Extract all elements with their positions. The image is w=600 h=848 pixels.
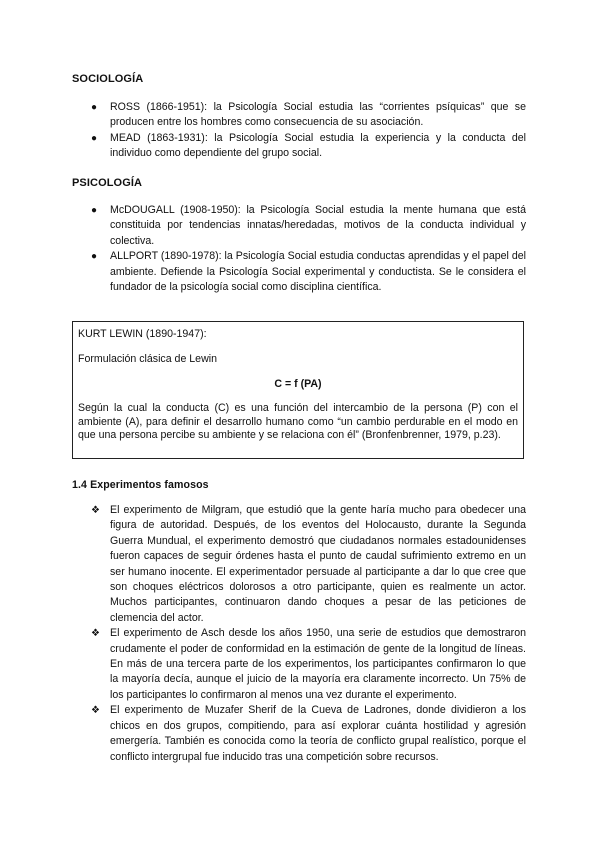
list-item-text: McDOUGALL (1908-1950): la Psicología Social estudia la mente humana que está constituida por tendencias innatas/heredadas, motivos de la conducta individual y colectiva.	[110, 204, 526, 247]
list-item	[91, 203, 526, 249]
list-item-text: ALLPORT (1890-1978): la Psicología Social estudia conductas aprendidas y el papel del ambiente. Defiende la Psicología Social experimental y conductista. Se le considera el fundador de la psicología social como disciplina científica.	[110, 250, 526, 294]
diamond-bullet-icon: ❖	[91, 505, 100, 516]
list-item	[91, 131, 526, 162]
list-item	[91, 626, 526, 703]
bullet-icon: ●	[91, 251, 98, 263]
list-item-text: El experimento de Asch desde los años 1950, una serie de estudios que demostraron crudamente el poder de conformidad en la estimación de gente de la longitud de líneas. En más de una tercera parte de los experimentos, los participantes confirmaron lo que la mayoría decía, aunque el juicio de la mayoría era claramente incorrecto. Un 75% de los participantes lo confirmaron al menos una vez durante el experimento.	[110, 627, 526, 701]
bullet-icon: ●	[91, 102, 98, 113]
list-item-text: ROSS (1866-1951): la Psicología Social estudia las “corrientes psíquicas” que se producen entre los hombres como consecuencia de su asociación.	[110, 101, 526, 129]
psicologia-list	[91, 203, 526, 295]
lewin-formula: C = f (PA)	[274, 378, 322, 390]
lewin-subtitle: Formulación clásica de Lewin	[78, 353, 217, 365]
heading-psicologia: PSICOLOGÍA	[72, 177, 143, 189]
list-item	[91, 503, 526, 626]
diamond-bullet-icon: ❖	[91, 628, 100, 640]
list-item	[91, 703, 526, 765]
lewin-title: KURT LEWIN (1890-1947):	[78, 328, 207, 340]
list-item-text: El experimento de Milgram, que estudió que la gente haría mucho para obedecer una figura de autoridad. Después, de los eventos del Holocausto, durante la Segunda Guerra Mundual, el experimento demostró que ciudadanos normales estadounidenses fueron capaces de seguir órdenes hasta el punto de caudal sufrimiento extremo en un ser humano inocente. El experimentador persuade al participante a dar lo que cree que son choques eléctricos dolorosos a otro participante, quien es realmente un actor. Muchos participantes, continuaron dando choques a pesar de las peticiones de clemencia del actor.	[110, 504, 526, 624]
heading-sociologia: SOCIOLOGÍA	[72, 73, 144, 85]
sociologia-list	[91, 100, 526, 162]
bullet-icon: ●	[91, 132, 98, 144]
list-item	[91, 249, 526, 295]
list-item-text: El experimento de Muzafer Sherif de la Cueva de Ladrones, donde dividieron a los chicos en dos grupos, compitiendo, para así explorar cuánta hostilidad y agresión emergería. También es conocida como la teoría de conflicto grupal realístico, porque el conflicto intergrupal fue inducido tras una competición sobre recursos.	[110, 704, 526, 763]
bullet-icon: ●	[91, 205, 98, 216]
heading-experimentos: 1.4 Experimentos famosos	[72, 479, 209, 491]
lewin-box	[72, 321, 524, 459]
list-item	[91, 100, 526, 131]
experimentos-list	[91, 503, 526, 765]
lewin-description: Según la cual la conducta (C) es una función del intercambio de la persona (P) con el ambiente (A), para definir el desarrollo humano como “un cambio perdurable en el modo en que una persona percibe su ambiente y se relaciona con él” (Bronfenbrenner, 1979, p.23).	[78, 402, 518, 442]
diamond-bullet-icon: ❖	[91, 705, 100, 717]
list-item-text: MEAD (1863-1931): la Psicología Social estudia la experiencia y la conducta del individuo como dependiente del grupo social.	[110, 131, 526, 160]
